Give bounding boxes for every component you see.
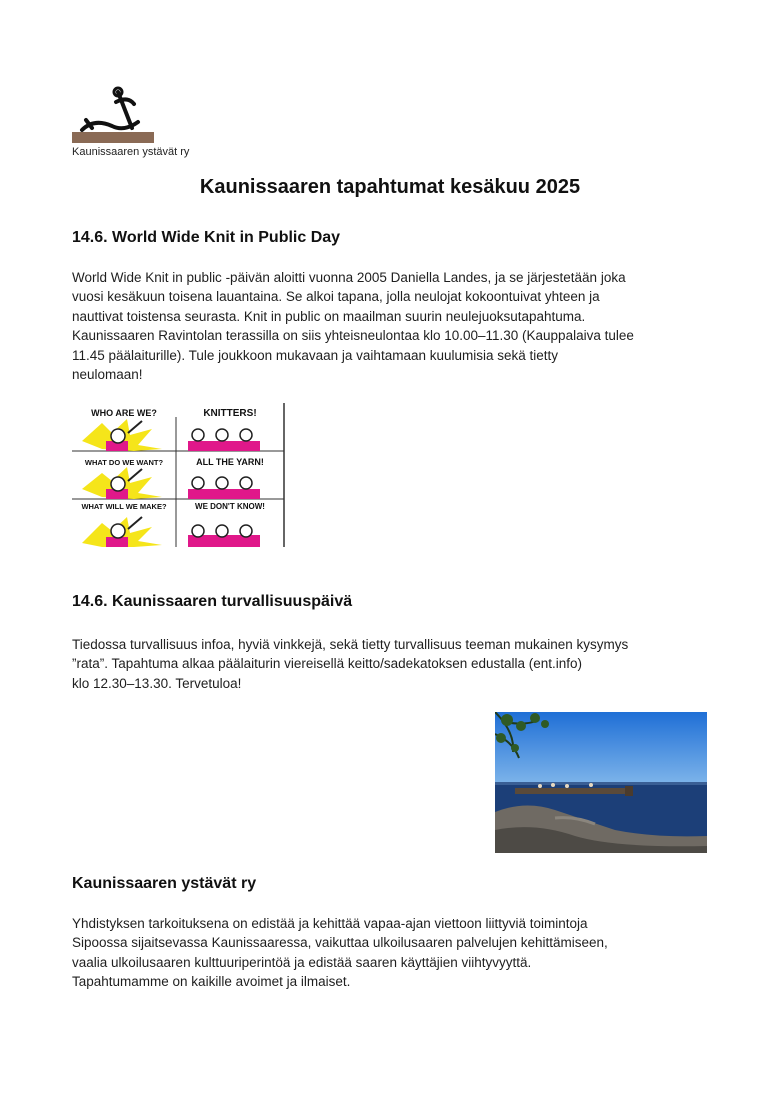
body-line: ”rata”. Tapahtuma alkaa päälaiturin viereisellä keitto/sadekatoksen edustalla (ent.info) [72,656,583,672]
meme-caption: WHAT DO WE WANT? [84,458,164,467]
knitter-crowd [188,429,260,451]
body-line: neulomaan! [72,367,143,383]
section-heading-safety: 14.6. Kaunissaaren turvallisuuspäivä [72,593,353,610]
body-line: World Wide Knit in public -päivän aloitti vuonna 2005 Daniella Landes, ja se järjestetään joka [72,270,626,285]
knitters-meme-image [72,403,286,547]
body-line: Sipoossa sijaitsevassa Kaunissaaressa, vaikuttaa ulkoilusaaren palvelujen kehittämiseen, [72,935,608,951]
body-line: Kaunissaaren Ravintolan terassilla on siis yhteisneulontaa klo 10.00–11.30 (Kauppalaiva tulee [72,328,634,344]
meme-caption: ALL THE YARN! [196,457,264,467]
body-line: nauttivat toistensa seurasta. Knit in public on maailman suurin neulejuoksutapahtuma. [72,308,586,324]
knitter-crowd [188,477,260,499]
section-heading-knit: 14.6. World Wide Knit in Public Day [72,229,341,246]
body-line: vaalia ulkoilusaaren kulttuuriperintöä ja edistää saaren käyttäjien viihtyvyyttä. [72,954,532,970]
island-pier-photo [495,712,707,853]
meme-caption: WE DON'T KNOW! [195,502,265,511]
org-caption: Kaunissaaren ystävät ry [72,146,190,158]
body-line: 11.45 päälaiturille). Tule joukkoon mukavaan ja vaihtamaan kuulumisia sekä tietty [72,347,559,363]
section-body-safety [72,635,712,693]
section-body-association [72,914,712,992]
anchor-logo-icon [72,84,154,143]
section-body-knit [72,268,712,384]
body-line: klo 12.30–13.30. Tervetuloa! [72,675,242,691]
body-line: Yhdistyksen tarkoituksena on edistää ja kehittää vapaa-ajan viettoon liittyviä toimintoja [72,916,588,931]
meme-caption: KNITTERS! [203,408,257,419]
knitter-crowd [188,525,260,547]
meme-caption: WHO ARE WE? [91,408,157,418]
section-heading-association: Kaunissaaren ystävät ry [72,875,257,892]
body-line: vuosi kesäkuun toisena lauantaina. Se alkoi tapana, jolla neulojat kokoontuivat yhteen ja [72,289,600,305]
meme-caption: WHAT WILL WE MAKE? [81,502,167,511]
body-line: Tiedossa turvallisuus infoa, hyviä vinkkejä, sekä tietty turvallisuus teeman mukainen kysymys [72,637,629,652]
page-title: Kaunissaaren tapahtumat kesäkuu 2025 [199,176,581,198]
body-line: Tapahtumamme on kaikille avoimet ja ilmaiset. [72,974,351,990]
